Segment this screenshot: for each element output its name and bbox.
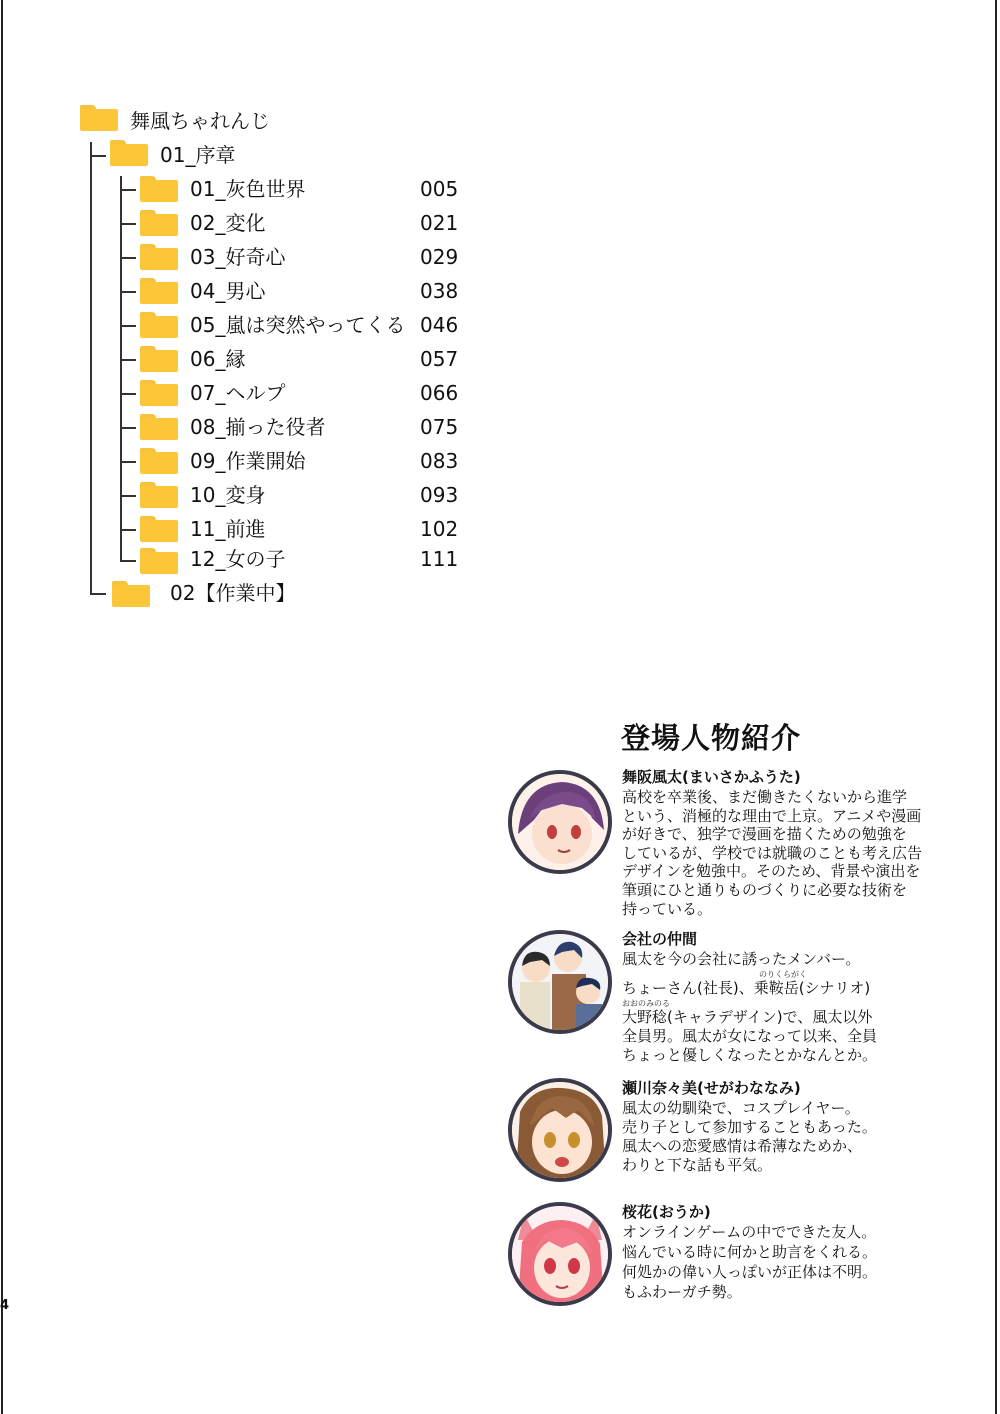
chapter-label: 06_縁 xyxy=(190,347,246,371)
folder-icon xyxy=(140,176,178,202)
character-description: 売り子として参加することもあった。 xyxy=(622,1118,877,1136)
character-description: しているが、学校では就職のことも考え広告 xyxy=(622,844,923,862)
folder-icon xyxy=(140,482,178,508)
character-description: 風太を今の会社に誘ったメンバー。 xyxy=(622,950,861,968)
chapter-page: 038 xyxy=(420,279,459,303)
chapter-label: 10_変身 xyxy=(190,483,266,507)
character-description: 風太の幼馴染で、コスプレイヤー。 xyxy=(622,1099,860,1117)
character-description: ちょっと優しくなったとかなんとか。 xyxy=(622,1046,878,1064)
character-description: 全員男。風太が女になって以来、全員 xyxy=(622,1027,878,1045)
chapter-label: 11_前進 xyxy=(190,517,266,541)
character-description: 何処かの偉い人っぽいが正体は不明。 xyxy=(622,1263,878,1281)
folder-icon xyxy=(140,346,178,372)
chapter-page: 075 xyxy=(420,415,459,439)
tree-branch xyxy=(120,393,136,395)
chapter-label: 05_嵐は突然やってくる xyxy=(190,313,406,337)
chapter-label: 09_作業開始 xyxy=(190,449,306,473)
tree-connector-part1-children xyxy=(120,176,122,560)
folder-icon xyxy=(140,312,178,338)
furigana: おおのみのる xyxy=(622,999,670,1008)
folder-icon xyxy=(140,516,178,542)
chapter-page: 021 xyxy=(420,211,459,235)
character-portrait-icon xyxy=(512,1082,608,1178)
avatar xyxy=(508,1078,612,1182)
character-name: 瀬川奈々美(せがわななみ) xyxy=(622,1079,801,1097)
tree-branch-last xyxy=(120,560,136,562)
character-description: 風太への恋愛感情は希薄なためか、 xyxy=(622,1137,863,1155)
page-left-border xyxy=(1,0,3,1414)
tree-part2-label: 02【作業中】 xyxy=(170,581,296,605)
folder-icon xyxy=(140,448,178,474)
character-description: わりと下な話も平気。 xyxy=(622,1156,773,1174)
tree-branch xyxy=(120,427,136,429)
character-description: ちょーさん(社長)、乗鞍岳(シナリオ) xyxy=(622,979,871,997)
character-description: デザインを勉強中。そのため、背景や演出を xyxy=(622,862,921,880)
avatar xyxy=(508,770,612,874)
tree-branch xyxy=(120,529,136,531)
character-description: 悩んでいる時に何かと助言をくれる。 xyxy=(622,1243,878,1261)
chapter-page: 093 xyxy=(420,483,459,507)
character-description: 持っている。 xyxy=(622,900,713,918)
chapter-label: 01_灰色世界 xyxy=(190,177,306,201)
chapter-page: 111 xyxy=(420,547,459,571)
folder-icon xyxy=(112,581,150,607)
chapter-label: 08_揃った役者 xyxy=(190,415,326,439)
avatar xyxy=(508,930,612,1034)
tree-connector-root xyxy=(90,142,92,593)
folder-icon xyxy=(140,380,178,406)
chapter-page: 029 xyxy=(420,245,459,269)
tree-branch xyxy=(120,495,136,497)
page-right-border xyxy=(995,0,997,1414)
folder-icon xyxy=(140,244,178,270)
chapter-label: 03_好奇心 xyxy=(190,245,286,269)
character-description: 高校を卒業後、まだ働きたくないから進学 xyxy=(622,788,908,806)
tree-branch xyxy=(120,291,136,293)
folder-icon xyxy=(140,414,178,440)
tree-root-label: 舞風ちゃれんじ xyxy=(130,109,270,133)
character-portrait-icon xyxy=(512,774,608,870)
chapter-page: 066 xyxy=(420,381,459,405)
tree-branch xyxy=(120,223,136,225)
tree-branch xyxy=(120,461,136,463)
furigana: のりくらがく xyxy=(759,970,807,979)
chapter-page: 046 xyxy=(420,313,459,337)
tree-branch xyxy=(120,359,136,361)
chapter-page: 102 xyxy=(420,517,459,541)
page-number: 4 xyxy=(0,1298,10,1313)
folder-icon xyxy=(140,548,178,574)
tree-part1-label: 01_序章 xyxy=(160,143,236,167)
folder-icon xyxy=(110,140,148,166)
folder-icon xyxy=(140,278,178,304)
chapter-label: 02_変化 xyxy=(190,211,266,235)
character-description: もふわーガチ勢。 xyxy=(622,1283,742,1301)
character-name: 会社の仲間 xyxy=(622,930,698,948)
tree-branch xyxy=(120,189,136,191)
tree-branch xyxy=(120,257,136,259)
tree-connector-part1 xyxy=(90,155,106,157)
character-group-portrait-icon xyxy=(512,934,608,1030)
tree-branch xyxy=(120,325,136,327)
character-portrait-icon xyxy=(512,1206,608,1302)
chapter-page: 005 xyxy=(420,177,459,201)
character-description: 筆頭にひと通りものづくりに必要な技術を xyxy=(622,881,908,899)
chapter-label: 12_女の子 xyxy=(190,547,286,571)
character-description: という、消極的な理由で上京。アニメや漫画 xyxy=(622,807,922,825)
avatar xyxy=(508,1202,612,1306)
characters-title: 登場人物紹介 xyxy=(621,721,802,755)
character-description: オンラインゲームの中でできた友人。 xyxy=(622,1223,877,1241)
character-description: 大野稔(キャラデザイン)で、風太以外 xyxy=(622,1008,873,1026)
character-description: が好きで、独学で漫画を描くための勉強を xyxy=(622,825,907,843)
chapter-label: 04_男心 xyxy=(190,279,266,303)
folder-icon xyxy=(80,105,118,131)
character-name: 桜花(おうか) xyxy=(622,1203,711,1221)
chapter-page: 057 xyxy=(420,347,459,371)
tree-connector-part2 xyxy=(90,593,106,595)
character-name: 舞阪風太(まいさかふうた) xyxy=(622,768,801,786)
folder-icon xyxy=(140,210,178,236)
chapter-label: 07_ヘルプ xyxy=(190,381,286,405)
chapter-page: 083 xyxy=(420,449,459,473)
